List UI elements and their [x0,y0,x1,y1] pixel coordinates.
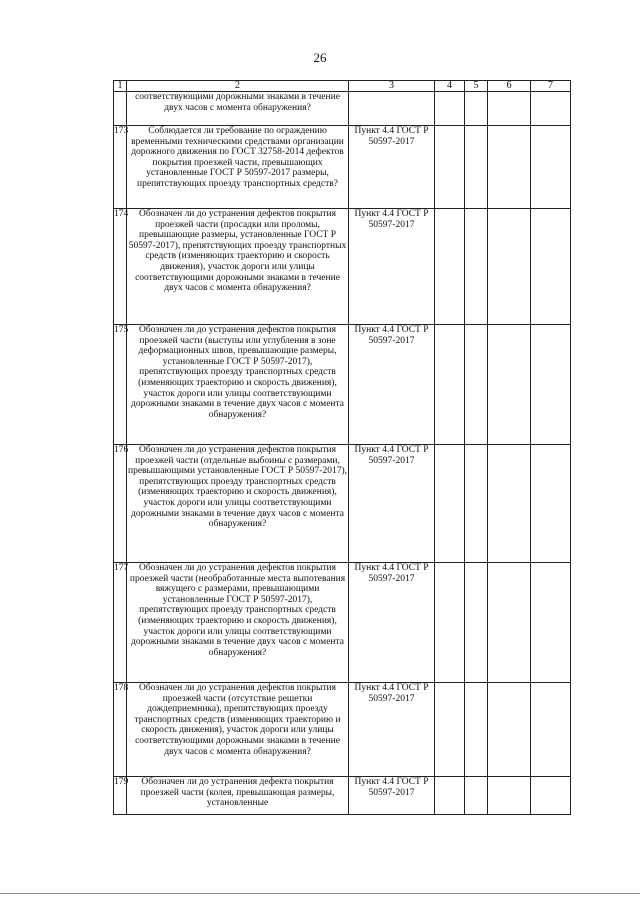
answer-cell[interactable] [531,92,571,126]
answer-cell[interactable] [465,683,488,777]
column-header: 3 [349,81,435,92]
answer-cell[interactable] [435,325,465,445]
table-row [114,209,571,325]
answer-cell[interactable] [488,325,531,445]
legal-reference: Пункт 4.4 ГОСТ Р 50597-2017 [349,777,435,815]
answer-cell[interactable] [531,563,571,683]
column-header: 7 [531,81,571,92]
answer-cell[interactable] [531,445,571,563]
answer-cell[interactable] [531,126,571,209]
answer-cell[interactable] [465,209,488,325]
answer-cell[interactable] [435,126,465,209]
legal-reference: Пункт 4.4 ГОСТ Р 50597-2017 [349,325,435,445]
table-row [114,777,571,815]
answer-cell[interactable] [531,683,571,777]
question-text: Обозначен ли до устранения дефектов покрытия проезжей части (выступы или углубления в зоне деформационных швов, превышающие размеры, установленные ГОСТ Р 50597-2017), препятствующих проезду транспортных средств (изменяющих траекторию и скорость движения), участок дороги или улицы соответствующими дорожными знаками в течение двух часов с момента обнаружения? [127,325,349,445]
legal-reference: Пункт 4.4 ГОСТ Р 50597-2017 [349,445,435,563]
table-header-row [114,81,571,92]
question-text: Соблюдается ли требование по ограждению временными техническими средствами организации дорожного движения по ГОСТ 32758-2014 дефектов покрытия проезжей части, превышающих установленные ГОСТ Р 50597-2017 размеры, препятствующих проезду транспортных средств? [127,126,349,209]
checklist-table [113,80,571,815]
table-row [114,92,571,126]
answer-cell[interactable] [488,777,531,815]
answer-cell[interactable] [488,683,531,777]
answer-cell[interactable] [435,777,465,815]
legal-reference: Пункт 4.4 ГОСТ Р 50597-2017 [349,683,435,777]
column-header: 1 [114,81,127,92]
table-row [114,126,571,209]
answer-cell[interactable] [435,209,465,325]
column-header: 4 [435,81,465,92]
answer-cell[interactable] [435,563,465,683]
column-header: 6 [488,81,531,92]
question-text: Обозначен ли до устранения дефектов покрытия проезжей части (отдельные выбоины с размерами, превышающими установленные ГОСТ Р 50597-2017), препятствующих проезду транспортных средств (изменяющих траекторию и скорость движения), участок дороги или улицы соответствующими дорожными знаками в течение двух часов с момента обнаружения? [127,445,349,563]
answer-cell[interactable] [435,683,465,777]
table-row [114,445,571,563]
answer-cell[interactable] [435,92,465,126]
row-number: 174 [114,209,127,325]
answer-cell[interactable] [531,777,571,815]
answer-cell[interactable] [488,445,531,563]
row-number: 179 [114,777,127,815]
row-number: 173 [114,126,127,209]
page-number: 26 [313,50,327,65]
question-text: Обозначен ли до устранения дефектов покрытия проезжей части (необработанные места выпотевания вяжущего с размерами, превышающими установленные ГОСТ Р 50597-2017), препятствующих проезду транспортных средств (изменяющих траекторию и скорость движения), участок дороги или улицы соответствующими дорожными знаками в течение двух часов с момента обнаружения? [127,563,349,683]
row-number: 176 [114,445,127,563]
answer-cell[interactable] [488,92,531,126]
row-number [114,92,127,126]
table-row [114,683,571,777]
row-number: 178 [114,683,127,777]
answer-cell[interactable] [465,126,488,209]
answer-cell[interactable] [465,563,488,683]
column-header: 5 [465,81,488,92]
question-text: Обозначен ли до устранения дефекта покрытия проезжей части (колея, превышающая размеры, установленные [127,777,349,815]
answer-cell[interactable] [465,777,488,815]
answer-cell[interactable] [531,325,571,445]
answer-cell[interactable] [488,209,531,325]
table-row [114,563,571,683]
answer-cell[interactable] [465,92,488,126]
row-number: 177 [114,563,127,683]
legal-reference: Пункт 4.4 ГОСТ Р 50597-2017 [349,126,435,209]
answer-cell[interactable] [435,445,465,563]
answer-cell[interactable] [531,209,571,325]
row-number: 175 [114,325,127,445]
question-text: Обозначен ли до устранения дефектов покрытия проезжей части (отсутствие решетки дождеприемника), препятствующих проезду транспортных средств (изменяющих траекторию и скорость движения), участок дороги или улицы соответствующими дорожными знаками в течение двух часов с момента обнаружения? [127,683,349,777]
answer-cell[interactable] [465,445,488,563]
answer-cell[interactable] [465,325,488,445]
question-text: соответствующими дорожными знаками в течение двух часов с момента обнаружения? [127,92,349,126]
column-header: 2 [127,81,349,92]
answer-cell[interactable] [488,126,531,209]
answer-cell[interactable] [488,563,531,683]
table-row [114,325,571,445]
legal-reference [349,92,435,126]
scan-edge-line [0,893,640,894]
question-text: Обозначен ли до устранения дефектов покрытия проезжей части (просадки или проломы, превышающие размеры, установленные ГОСТ Р 50597-2017), препятствующих проезду транспортных средств (изменяющих траекторию и скорость движения), участок дороги или улицы соответствующими дорожными знаками в течение двух часов с момента обнаружения? [127,209,349,325]
legal-reference: Пункт 4.4 ГОСТ Р 50597-2017 [349,563,435,683]
legal-reference: Пункт 4.4 ГОСТ Р 50597-2017 [349,209,435,325]
